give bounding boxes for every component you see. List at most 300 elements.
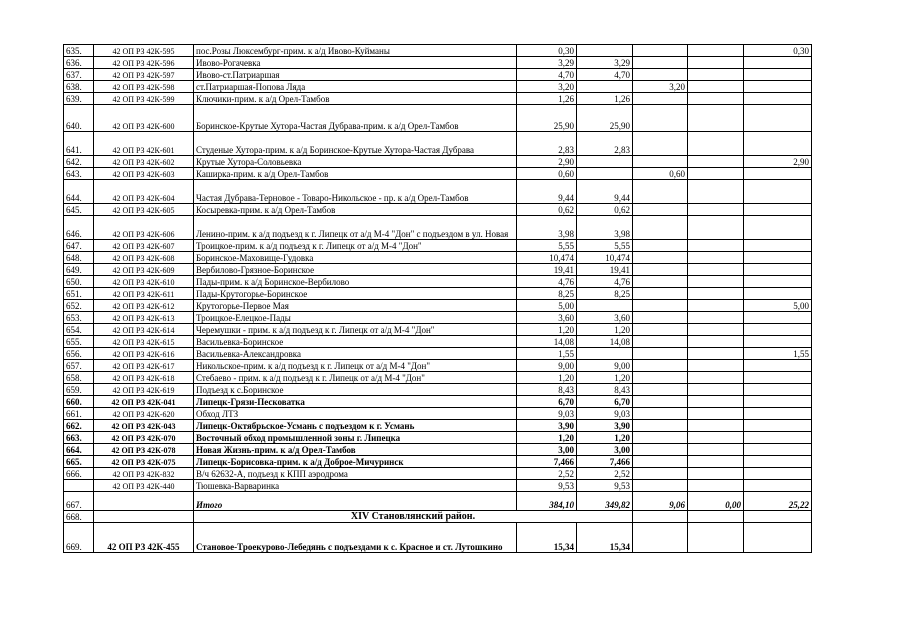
length-col-4: 2,90 bbox=[744, 156, 812, 168]
table-row bbox=[64, 45, 812, 57]
length-col-4 bbox=[744, 384, 812, 396]
length-col-1: 0,62 bbox=[577, 204, 633, 216]
length-col-4 bbox=[744, 336, 812, 348]
length-col-3 bbox=[688, 372, 744, 384]
row-number: 644. bbox=[64, 180, 94, 204]
length-total: 2,83 bbox=[517, 132, 577, 156]
table-row bbox=[64, 216, 812, 240]
road-name: Студеные Хутора-прим. к а/д Боринское-Крутые Хутора-Частая Дубрава bbox=[194, 132, 517, 156]
length-total: 7,466 bbox=[517, 456, 577, 468]
road-code: 42 ОП РЗ 42К-606 bbox=[94, 216, 194, 240]
length-col-3 bbox=[688, 240, 744, 252]
road-code: 42 ОП РЗ 42К-603 bbox=[94, 168, 194, 180]
table-row bbox=[64, 264, 812, 276]
length-col-2 bbox=[633, 105, 688, 132]
row-number: 647. bbox=[64, 240, 94, 252]
length-col-1 bbox=[577, 45, 633, 57]
length-col-2 bbox=[633, 180, 688, 204]
length-col-3 bbox=[688, 396, 744, 408]
length-col-1: 25,90 bbox=[577, 105, 633, 132]
table-row bbox=[64, 468, 812, 480]
length-col-2 bbox=[633, 432, 688, 444]
length-col-4: 1,55 bbox=[744, 348, 812, 360]
length-col-3 bbox=[688, 276, 744, 288]
length-col-3 bbox=[688, 204, 744, 216]
length-total: 8,25 bbox=[517, 288, 577, 300]
length-col-3 bbox=[688, 180, 744, 204]
length-col-1: 5,55 bbox=[577, 240, 633, 252]
length-col-3 bbox=[688, 105, 744, 132]
total-col-4: 25,22 bbox=[744, 492, 812, 511]
table-row bbox=[64, 81, 812, 93]
length-col-2 bbox=[633, 204, 688, 216]
row-number: 640. bbox=[64, 105, 94, 132]
road-name: Стебаево - прим. к а/д подъезд к г. Липецк от а/д М-4 "Дон" bbox=[194, 372, 517, 384]
length-col-3 bbox=[688, 456, 744, 468]
length-col-3 bbox=[688, 420, 744, 432]
row-number: 661. bbox=[64, 408, 94, 420]
total-col-1: 349,82 bbox=[577, 492, 633, 511]
length-col-1: 8,25 bbox=[577, 288, 633, 300]
empty-cell bbox=[94, 511, 194, 523]
length-total: 0,60 bbox=[517, 168, 577, 180]
length-total: 3,90 bbox=[517, 420, 577, 432]
length-col-2 bbox=[633, 444, 688, 456]
road-name: Пады-прим. к а/д Боринское-Вербилово bbox=[194, 276, 517, 288]
length-col-3 bbox=[688, 444, 744, 456]
length-col-3 bbox=[688, 57, 744, 69]
length-col-1 bbox=[577, 168, 633, 180]
length-col-4 bbox=[744, 360, 812, 372]
length-col-4 bbox=[744, 312, 812, 324]
length-col-1: 7,466 bbox=[577, 456, 633, 468]
row-number: 655. bbox=[64, 336, 94, 348]
length-col-4 bbox=[744, 252, 812, 264]
length-col-2: 0,60 bbox=[633, 168, 688, 180]
length-col-4 bbox=[744, 444, 812, 456]
length-total: 9,53 bbox=[517, 480, 577, 492]
length-col-4 bbox=[744, 408, 812, 420]
table-body bbox=[64, 45, 812, 553]
road-code: 42 ОП РЗ 42К-596 bbox=[94, 57, 194, 69]
row-number: 664. bbox=[64, 444, 94, 456]
length-total: 10,474 bbox=[517, 252, 577, 264]
length-col-1: 2,83 bbox=[577, 132, 633, 156]
table-row bbox=[64, 105, 812, 132]
length-col-4 bbox=[744, 276, 812, 288]
length-total: 9,00 bbox=[517, 360, 577, 372]
length-col-3 bbox=[688, 348, 744, 360]
road-name: пос.Розы Люксембург-прим. к а/д Ивово-Куйманы bbox=[194, 45, 517, 57]
length-col-1: 15,34 bbox=[577, 523, 633, 553]
road-name: ст.Патриаршая-Попова Ляда bbox=[194, 81, 517, 93]
table-row bbox=[64, 312, 812, 324]
row-number: 650. bbox=[64, 276, 94, 288]
length-col-4 bbox=[744, 69, 812, 81]
road-code: 42 ОП РЗ 42К-618 bbox=[94, 372, 194, 384]
length-col-4 bbox=[744, 168, 812, 180]
road-code: 42 ОП РЗ 42К-601 bbox=[94, 132, 194, 156]
length-col-3 bbox=[688, 432, 744, 444]
road-code: 42 ОП РЗ 42К-598 bbox=[94, 81, 194, 93]
road-code: 42 ОП РЗ 42К-075 bbox=[94, 456, 194, 468]
length-total: 19,41 bbox=[517, 264, 577, 276]
table-row bbox=[64, 348, 812, 360]
road-code: 42 ОП РЗ 42К-614 bbox=[94, 324, 194, 336]
row-number: 667. bbox=[64, 492, 94, 511]
length-col-2 bbox=[633, 408, 688, 420]
row-number: 646. bbox=[64, 216, 94, 240]
length-total: 1,20 bbox=[517, 324, 577, 336]
length-col-1: 9,44 bbox=[577, 180, 633, 204]
road-name: Пады-Крутогорье-Боринское bbox=[194, 288, 517, 300]
length-col-2 bbox=[633, 69, 688, 81]
length-col-4 bbox=[744, 204, 812, 216]
length-col-1: 14,08 bbox=[577, 336, 633, 348]
length-total: 5,55 bbox=[517, 240, 577, 252]
road-name: Подъезд к с.Боринское bbox=[194, 384, 517, 396]
road-name: Васильевка-Александровка bbox=[194, 348, 517, 360]
length-col-4 bbox=[744, 468, 812, 480]
table-row bbox=[64, 432, 812, 444]
road-name: Тюшевка-Варваринка bbox=[194, 480, 517, 492]
table-row bbox=[64, 252, 812, 264]
table-row bbox=[64, 420, 812, 432]
road-code: 42 ОП РЗ 42К-599 bbox=[94, 93, 194, 105]
table-row bbox=[64, 372, 812, 384]
length-col-2 bbox=[633, 264, 688, 276]
table-row bbox=[64, 324, 812, 336]
length-col-4 bbox=[744, 324, 812, 336]
road-name: Черемушки - прим. к а/д подъезд к г. Липецк от а/д М-4 "Дон" bbox=[194, 324, 517, 336]
length-col-4 bbox=[744, 432, 812, 444]
length-total: 9,44 bbox=[517, 180, 577, 204]
road-code: 42 ОП РЗ 42К-041 bbox=[94, 396, 194, 408]
length-col-1 bbox=[577, 156, 633, 168]
length-col-1 bbox=[577, 81, 633, 93]
length-col-1: 9,53 bbox=[577, 480, 633, 492]
length-col-3 bbox=[688, 336, 744, 348]
road-name: Становое-Троекурово-Лебедянь с подъездами к с. Красное и ст. Лутошкино bbox=[194, 523, 517, 553]
length-col-4: 0,30 bbox=[744, 45, 812, 57]
table-row bbox=[64, 396, 812, 408]
length-col-4 bbox=[744, 180, 812, 204]
row-number: 653. bbox=[64, 312, 94, 324]
row-number: 669. bbox=[64, 523, 94, 553]
road-name: В/ч 62632-А, подъезд к КПП аэродрома bbox=[194, 468, 517, 480]
row-number: 666. bbox=[64, 468, 94, 480]
road-name: Ивово-ст.Патриаршая bbox=[194, 69, 517, 81]
table-row bbox=[64, 288, 812, 300]
length-col-2 bbox=[633, 324, 688, 336]
length-col-2 bbox=[633, 312, 688, 324]
length-total: 25,90 bbox=[517, 105, 577, 132]
road-code: 42 ОП РЗ 42К-615 bbox=[94, 336, 194, 348]
length-col-1: 8,43 bbox=[577, 384, 633, 396]
total-row bbox=[64, 492, 812, 511]
length-col-4 bbox=[744, 132, 812, 156]
empty-cell bbox=[633, 511, 688, 523]
length-col-2 bbox=[633, 384, 688, 396]
length-total: 4,76 bbox=[517, 276, 577, 288]
length-col-1: 4,70 bbox=[577, 69, 633, 81]
table-row bbox=[64, 156, 812, 168]
length-col-3 bbox=[688, 360, 744, 372]
length-col-4 bbox=[744, 105, 812, 132]
length-col-4 bbox=[744, 372, 812, 384]
total-length: 384,10 bbox=[517, 492, 577, 511]
table-row bbox=[64, 384, 812, 396]
row-number: 663. bbox=[64, 432, 94, 444]
length-col-3 bbox=[688, 324, 744, 336]
length-col-1: 9,00 bbox=[577, 360, 633, 372]
row-number: 648. bbox=[64, 252, 94, 264]
road-name: Новая Жизнь-прим. к а/д Орел-Тамбов bbox=[194, 444, 517, 456]
length-col-2 bbox=[633, 348, 688, 360]
length-total: 8,43 bbox=[517, 384, 577, 396]
length-col-2: 3,20 bbox=[633, 81, 688, 93]
length-col-3 bbox=[688, 264, 744, 276]
table-row bbox=[64, 336, 812, 348]
road-code: 42 ОП РЗ 42К-617 bbox=[94, 360, 194, 372]
road-name: Частая Дубрава-Терновое - Товаро-Никольское - пр. к а/д Орел-Тамбов bbox=[194, 180, 517, 204]
road-name: Троицкое-Елецкое-Пады bbox=[194, 312, 517, 324]
length-col-4 bbox=[744, 57, 812, 69]
length-col-1: 3,29 bbox=[577, 57, 633, 69]
table-row bbox=[64, 456, 812, 468]
road-list-table bbox=[63, 44, 812, 553]
row-number: 657. bbox=[64, 360, 94, 372]
length-total: 2,52 bbox=[517, 468, 577, 480]
road-code: 42 ОП РЗ 42К-619 bbox=[94, 384, 194, 396]
total-col-2: 9,06 bbox=[633, 492, 688, 511]
road-code: 42 ОП РЗ 42К-610 bbox=[94, 276, 194, 288]
length-col-4 bbox=[744, 396, 812, 408]
length-col-1: 1,20 bbox=[577, 324, 633, 336]
row-number: 656. bbox=[64, 348, 94, 360]
length-col-2 bbox=[633, 252, 688, 264]
road-code: 42 ОП РЗ 42К-616 bbox=[94, 348, 194, 360]
row-number: 651. bbox=[64, 288, 94, 300]
length-col-4 bbox=[744, 264, 812, 276]
road-code: 42 ОП РЗ 42К-605 bbox=[94, 204, 194, 216]
length-total: 3,20 bbox=[517, 81, 577, 93]
road-code: 42 ОП РЗ 42К-608 bbox=[94, 252, 194, 264]
table-row bbox=[64, 360, 812, 372]
length-col-4 bbox=[744, 456, 812, 468]
length-total: 3,29 bbox=[517, 57, 577, 69]
row-number: 665. bbox=[64, 456, 94, 468]
length-col-1: 4,76 bbox=[577, 276, 633, 288]
length-col-2 bbox=[633, 420, 688, 432]
table-row bbox=[64, 480, 812, 492]
length-total: 3,00 bbox=[517, 444, 577, 456]
table-row bbox=[64, 204, 812, 216]
total-col-3: 0,00 bbox=[688, 492, 744, 511]
table-row bbox=[64, 276, 812, 288]
road-code: 42 ОП РЗ 42К-607 bbox=[94, 240, 194, 252]
length-col-2 bbox=[633, 468, 688, 480]
length-col-1: 2,52 bbox=[577, 468, 633, 480]
length-col-4 bbox=[744, 420, 812, 432]
road-name: Каширка-прим. к а/д Орел-Тамбов bbox=[194, 168, 517, 180]
length-col-3 bbox=[688, 168, 744, 180]
row-number: 659. bbox=[64, 384, 94, 396]
road-name: Вербилово-Грязное-Боринское bbox=[194, 264, 517, 276]
length-col-3 bbox=[688, 81, 744, 93]
length-col-3 bbox=[688, 93, 744, 105]
length-col-2 bbox=[633, 300, 688, 312]
row-number: 660. bbox=[64, 396, 94, 408]
road-name: Липецк-Борисовка-прим. к а/д Доброе-Мичуринск bbox=[194, 456, 517, 468]
row-number bbox=[64, 480, 94, 492]
road-name: Липецк-Грязи-Песковатка bbox=[194, 396, 517, 408]
length-col-4: 5,00 bbox=[744, 300, 812, 312]
road-name: Троицкое-прим. к а/д подъезд к г. Липецк от а/д М-4 "Дон" bbox=[194, 240, 517, 252]
length-col-1: 3,90 bbox=[577, 420, 633, 432]
table-row bbox=[64, 240, 812, 252]
length-col-4 bbox=[744, 216, 812, 240]
length-col-2 bbox=[633, 240, 688, 252]
length-col-4 bbox=[744, 480, 812, 492]
table-row bbox=[64, 300, 812, 312]
table-row bbox=[64, 523, 812, 553]
length-col-3 bbox=[688, 312, 744, 324]
length-col-1: 3,98 bbox=[577, 216, 633, 240]
road-code: 42 ОП РЗ 42К-597 bbox=[94, 69, 194, 81]
row-number: 637. bbox=[64, 69, 94, 81]
length-col-4 bbox=[744, 523, 812, 553]
road-code: 42 ОП РЗ 42К-613 bbox=[94, 312, 194, 324]
length-col-3 bbox=[688, 288, 744, 300]
road-code: 42 ОП РЗ 42К-070 bbox=[94, 432, 194, 444]
table-row bbox=[64, 69, 812, 81]
road-code: 42 ОП РЗ 42К-602 bbox=[94, 156, 194, 168]
row-number: 636. bbox=[64, 57, 94, 69]
length-col-2 bbox=[633, 93, 688, 105]
row-number: 641. bbox=[64, 132, 94, 156]
empty-cell bbox=[744, 511, 812, 523]
length-col-2 bbox=[633, 372, 688, 384]
table-row bbox=[64, 93, 812, 105]
road-code: 42 ОП РЗ 42К-455 bbox=[94, 523, 194, 553]
length-col-2 bbox=[633, 288, 688, 300]
length-col-2 bbox=[633, 216, 688, 240]
road-name: Крутые Хутора-Соловьевка bbox=[194, 156, 517, 168]
length-col-1: 9,03 bbox=[577, 408, 633, 420]
empty-cell bbox=[688, 511, 744, 523]
row-number: 645. bbox=[64, 204, 94, 216]
row-number: 639. bbox=[64, 93, 94, 105]
row-number: 668. bbox=[64, 511, 94, 523]
table-row bbox=[64, 57, 812, 69]
table-row bbox=[64, 168, 812, 180]
road-code: 42 ОП РЗ 42К-620 bbox=[94, 408, 194, 420]
road-name: Боринское-Крутые Хутора-Частая Дубрава-прим. к а/д Орел-Тамбов bbox=[194, 105, 517, 132]
length-col-1 bbox=[577, 300, 633, 312]
length-col-3 bbox=[688, 216, 744, 240]
length-total: 6,70 bbox=[517, 396, 577, 408]
table-row bbox=[64, 132, 812, 156]
road-code: 42 ОП РЗ 42К-609 bbox=[94, 264, 194, 276]
road-name: Обход ЛТЗ bbox=[194, 408, 517, 420]
road-name: Ленино-прим. к а/д подъезд к г. Липецк от а/д М-4 "Дон" с подъездом в ул. Новая bbox=[194, 216, 517, 240]
road-name: Липецк-Октябрьское-Усмань с подъездом к г. Усмань bbox=[194, 420, 517, 432]
length-total: 4,70 bbox=[517, 69, 577, 81]
length-total: 0,62 bbox=[517, 204, 577, 216]
length-col-2 bbox=[633, 132, 688, 156]
row-number: 658. bbox=[64, 372, 94, 384]
road-code: 42 ОП РЗ 42К-604 bbox=[94, 180, 194, 204]
road-name: Ключики-прим. к а/д Орел-Тамбов bbox=[194, 93, 517, 105]
length-col-2 bbox=[633, 276, 688, 288]
road-code: 42 ОП РЗ 42К-832 bbox=[94, 468, 194, 480]
length-col-1: 19,41 bbox=[577, 264, 633, 276]
row-number: 635. bbox=[64, 45, 94, 57]
length-col-2 bbox=[633, 360, 688, 372]
length-total: 1,26 bbox=[517, 93, 577, 105]
length-total: 1,20 bbox=[517, 432, 577, 444]
road-name: Восточный обход промышленной зоны г. Липецка bbox=[194, 432, 517, 444]
length-col-3 bbox=[688, 132, 744, 156]
row-number: 638. bbox=[64, 81, 94, 93]
road-name: Никольское-прим. к а/д подъезд к г. Липецк от а/д М-4 "Дон" bbox=[194, 360, 517, 372]
section-row bbox=[64, 511, 812, 523]
length-col-3 bbox=[688, 480, 744, 492]
length-col-1: 3,00 bbox=[577, 444, 633, 456]
length-col-1: 1,20 bbox=[577, 432, 633, 444]
length-col-2 bbox=[633, 156, 688, 168]
row-number: 652. bbox=[64, 300, 94, 312]
row-number: 654. bbox=[64, 324, 94, 336]
length-total: 15,34 bbox=[517, 523, 577, 553]
road-code: 42 ОП РЗ 42К-440 bbox=[94, 480, 194, 492]
length-col-2 bbox=[633, 396, 688, 408]
length-total: 2,90 bbox=[517, 156, 577, 168]
length-col-2 bbox=[633, 480, 688, 492]
length-col-1: 6,70 bbox=[577, 396, 633, 408]
length-total: 14,08 bbox=[517, 336, 577, 348]
road-code: 42 ОП РЗ 42К-600 bbox=[94, 105, 194, 132]
length-col-2 bbox=[633, 57, 688, 69]
length-total: 3,98 bbox=[517, 216, 577, 240]
length-col-3 bbox=[688, 408, 744, 420]
length-col-1: 3,60 bbox=[577, 312, 633, 324]
length-col-4 bbox=[744, 93, 812, 105]
length-col-1: 10,474 bbox=[577, 252, 633, 264]
length-col-3 bbox=[688, 523, 744, 553]
length-col-3 bbox=[688, 69, 744, 81]
length-col-4 bbox=[744, 240, 812, 252]
table-row bbox=[64, 180, 812, 204]
road-code bbox=[94, 492, 194, 511]
road-code: 42 ОП РЗ 42К-595 bbox=[94, 45, 194, 57]
length-col-3 bbox=[688, 468, 744, 480]
length-col-2 bbox=[633, 456, 688, 468]
length-total: 1,20 bbox=[517, 372, 577, 384]
section-title: XIV Становлянский район. bbox=[194, 511, 633, 523]
road-code: 42 ОП РЗ 42К-612 bbox=[94, 300, 194, 312]
length-col-3 bbox=[688, 45, 744, 57]
row-number: 662. bbox=[64, 420, 94, 432]
length-col-2 bbox=[633, 45, 688, 57]
length-col-1: 1,26 bbox=[577, 93, 633, 105]
table-row bbox=[64, 408, 812, 420]
length-col-2 bbox=[633, 336, 688, 348]
length-col-4 bbox=[744, 288, 812, 300]
length-col-3 bbox=[688, 300, 744, 312]
length-total: 5,00 bbox=[517, 300, 577, 312]
